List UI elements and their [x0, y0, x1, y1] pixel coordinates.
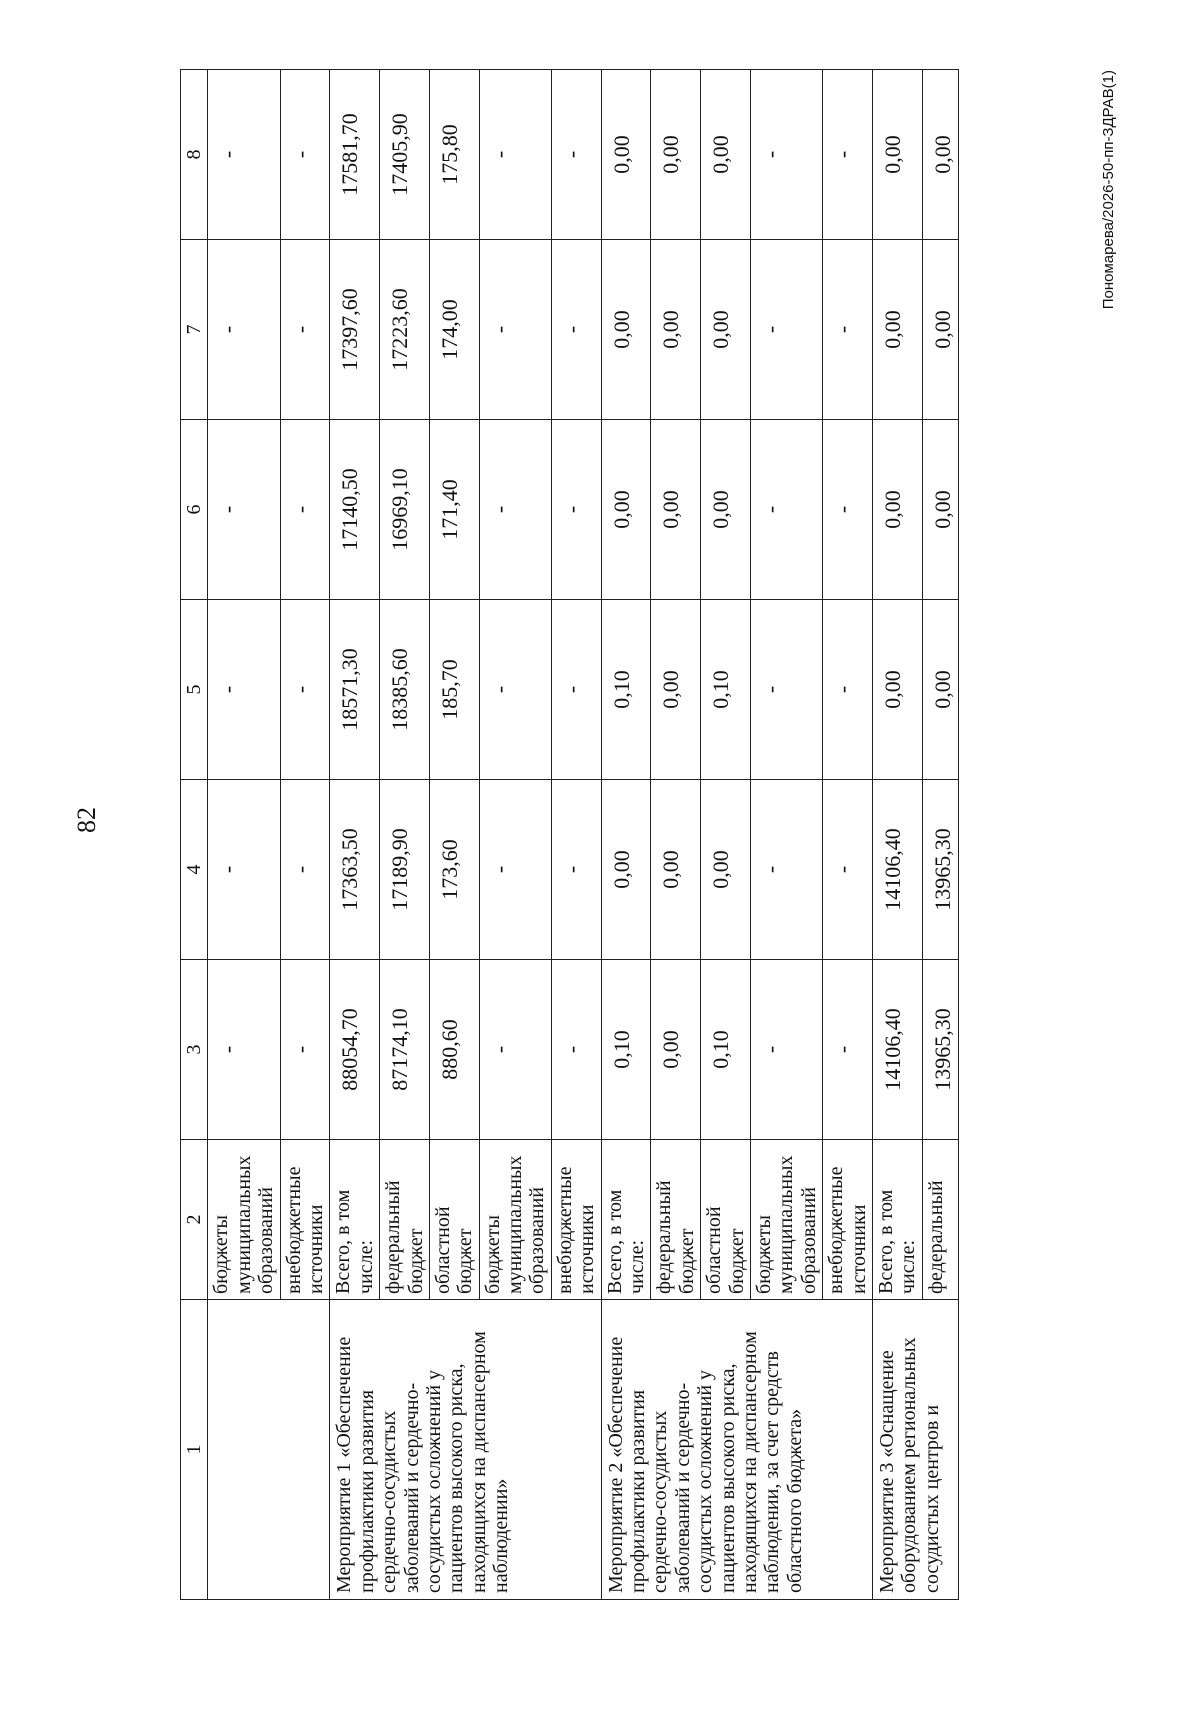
- funding-source-cell: федеральный бюджет: [651, 1140, 701, 1300]
- value-cell: -: [479, 420, 551, 600]
- value-cell: -: [750, 420, 822, 600]
- rotated-page-content: [72, 40, 1117, 1600]
- column-header: 2: [181, 1140, 208, 1300]
- value-cell: 0,00: [922, 420, 959, 600]
- activity-cell-continued: [208, 1300, 330, 1600]
- value-cell: 0,10: [701, 600, 751, 780]
- value-cell: 0,00: [872, 420, 922, 600]
- column-header: 3: [181, 960, 208, 1140]
- value-cell: 0,00: [922, 240, 959, 420]
- value-cell: -: [750, 70, 822, 240]
- value-cell: -: [551, 780, 601, 960]
- column-header: 6: [181, 420, 208, 600]
- value-cell: 0,00: [601, 70, 651, 240]
- funding-source-cell: Всего, в том числе:: [601, 1140, 651, 1300]
- value-cell: -: [280, 420, 330, 600]
- value-cell: -: [479, 70, 551, 240]
- value-cell: -: [208, 960, 280, 1140]
- value-cell: -: [823, 70, 873, 240]
- value-cell: 175,80: [429, 70, 479, 240]
- value-cell: -: [208, 70, 280, 240]
- column-header: 5: [181, 600, 208, 780]
- value-cell: 18385,60: [380, 600, 430, 780]
- value-cell: 17140,50: [330, 420, 380, 600]
- value-cell: -: [208, 420, 280, 600]
- value-cell: 0,00: [601, 780, 651, 960]
- funding-source-cell: внебюджетные источники: [551, 1140, 601, 1300]
- table-row: [872, 70, 922, 1600]
- value-cell: 185,70: [429, 600, 479, 780]
- value-cell: -: [551, 70, 601, 240]
- value-cell: 16969,10: [380, 420, 430, 600]
- value-cell: -: [551, 240, 601, 420]
- value-cell: -: [479, 600, 551, 780]
- column-header: 7: [181, 240, 208, 420]
- funding-source-cell: внебюджетные источники: [823, 1140, 873, 1300]
- value-cell: -: [208, 240, 280, 420]
- value-cell: 0,00: [701, 780, 751, 960]
- value-cell: 0,00: [651, 780, 701, 960]
- value-cell: -: [750, 600, 822, 780]
- value-cell: -: [280, 960, 330, 1140]
- value-cell: -: [208, 780, 280, 960]
- value-cell: -: [823, 240, 873, 420]
- funding-source-cell: федеральный бюджет: [380, 1140, 430, 1300]
- value-cell: 174,00: [429, 240, 479, 420]
- table-row: [601, 70, 651, 1600]
- value-cell: 0,10: [701, 960, 751, 1140]
- value-cell: 0,00: [922, 600, 959, 780]
- value-cell: 0,00: [872, 240, 922, 420]
- value-cell: 88054,70: [330, 960, 380, 1140]
- value-cell: 17223,60: [380, 240, 430, 420]
- value-cell: -: [280, 600, 330, 780]
- funding-source-cell: бюджеты муниципальных образований: [479, 1140, 551, 1300]
- value-cell: 0,00: [872, 600, 922, 780]
- table-row: [208, 70, 280, 1600]
- document-footer-code: Пономарева/2026-50-пп-ЗДРАВ(1): [1100, 70, 1117, 310]
- value-cell: 13965,30: [922, 960, 959, 1140]
- value-cell: 0,00: [651, 420, 701, 600]
- value-cell: 17189,90: [380, 780, 430, 960]
- column-header: 4: [181, 780, 208, 960]
- value-cell: 17405,90: [380, 70, 430, 240]
- activity-2-cell: Мероприятие 2 «Обеспечение профилактики развития сердечно-сосудистых заболеваний и сердечно-сосудистых осложнений у пациентов высокого риска, находящихся на диспансерном наблюдении, за счет средств областного бюджета»: [601, 1300, 872, 1600]
- budget-table: [180, 69, 959, 1600]
- value-cell: 18571,30: [330, 600, 380, 780]
- page-number: 82: [72, 807, 101, 833]
- table-header-row: [181, 70, 208, 1600]
- value-cell: 0,00: [701, 70, 751, 240]
- value-cell: -: [750, 780, 822, 960]
- value-cell: 880,60: [429, 960, 479, 1140]
- value-cell: -: [750, 960, 822, 1140]
- value-cell: 171,40: [429, 420, 479, 600]
- value-cell: 0,00: [651, 70, 701, 240]
- value-cell: 0,10: [601, 960, 651, 1140]
- value-cell: 17581,70: [330, 70, 380, 240]
- funding-source-cell: Всего, в том числе:: [330, 1140, 380, 1300]
- value-cell: -: [823, 960, 873, 1140]
- funding-source-cell: областной бюджет: [701, 1140, 751, 1300]
- value-cell: -: [479, 780, 551, 960]
- value-cell: -: [823, 600, 873, 780]
- value-cell: -: [208, 600, 280, 780]
- value-cell: -: [823, 420, 873, 600]
- value-cell: 173,60: [429, 780, 479, 960]
- column-header: 1: [181, 1300, 208, 1600]
- value-cell: 0,00: [922, 70, 959, 240]
- value-cell: -: [280, 240, 330, 420]
- value-cell: 14106,40: [872, 780, 922, 960]
- value-cell: -: [479, 960, 551, 1140]
- value-cell: 17397,60: [330, 240, 380, 420]
- table-row: [330, 70, 380, 1600]
- funding-source-cell: Всего, в том числе:: [872, 1140, 922, 1300]
- value-cell: 0,00: [701, 240, 751, 420]
- value-cell: -: [280, 70, 330, 240]
- activity-1-cell: Мероприятие 1 «Обеспечение профилактики развития сердечно-сосудистых заболеваний и сердечно-сосудистых осложнений у пациентов высокого риска, находящихся на диспансерном наблюдении»: [330, 1300, 601, 1600]
- value-cell: -: [750, 240, 822, 420]
- column-header: 8: [181, 70, 208, 240]
- activity-3-cell: Мероприятие 3 «Оснащение оборудованием региональных сосудистых центров и: [872, 1300, 958, 1600]
- value-cell: 87174,10: [380, 960, 430, 1140]
- value-cell: -: [551, 600, 601, 780]
- funding-source-cell: федеральный: [922, 1140, 959, 1300]
- value-cell: 0,10: [601, 600, 651, 780]
- value-cell: -: [479, 240, 551, 420]
- value-cell: 0,00: [872, 70, 922, 240]
- value-cell: -: [551, 420, 601, 600]
- value-cell: 0,00: [651, 240, 701, 420]
- funding-source-cell: внебюджетные источники: [280, 1140, 330, 1300]
- value-cell: 0,00: [651, 600, 701, 780]
- value-cell: 0,00: [651, 960, 701, 1140]
- value-cell: -: [823, 780, 873, 960]
- value-cell: 13965,30: [922, 780, 959, 960]
- value-cell: 0,00: [601, 420, 651, 600]
- funding-source-cell: бюджеты муниципальных образований: [750, 1140, 822, 1300]
- value-cell: -: [280, 780, 330, 960]
- value-cell: 14106,40: [872, 960, 922, 1140]
- funding-source-cell: областной бюджет: [429, 1140, 479, 1300]
- value-cell: 17363,50: [330, 780, 380, 960]
- value-cell: -: [551, 960, 601, 1140]
- value-cell: 0,00: [601, 240, 651, 420]
- funding-source-cell: бюджеты муниципальных образований: [208, 1140, 280, 1300]
- value-cell: 0,00: [701, 420, 751, 600]
